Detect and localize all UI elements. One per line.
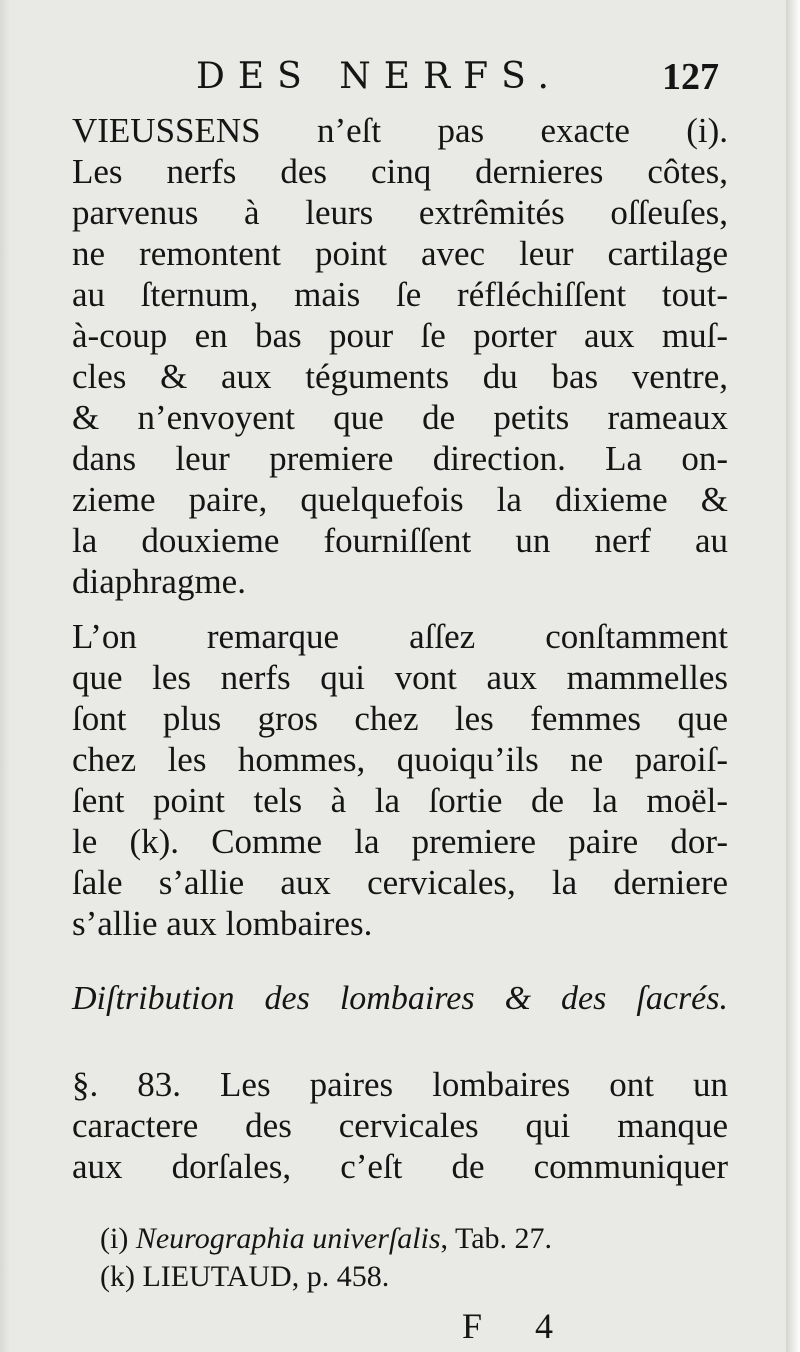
text-line: ſale s’allie aux cervicales, la derniere: [72, 863, 728, 902]
text-line: parvenus à leurs extrêmités oſſeuſes,: [72, 193, 728, 232]
footnotes: [100, 1220, 720, 1296]
text-line: le (k). Comme la premiere paire dor-: [72, 822, 728, 861]
text-line: §. 83. Les paires lombaires ont un: [72, 1065, 728, 1104]
footnote-i: [100, 1220, 720, 1258]
text-line: que les nerfs qui vont aux mammelles: [72, 658, 728, 697]
signature-mark: F 4: [462, 1306, 576, 1346]
footnote-mark: (k): [100, 1260, 135, 1293]
text-line: ſont plus gros chez les femmes que: [72, 699, 728, 738]
running-title: DES NERFS.: [196, 56, 562, 97]
main-text: [72, 110, 728, 944]
paragraph-1: [72, 110, 728, 602]
text-line: Les nerfs des cinq dernieres côtes,: [72, 152, 728, 191]
text-line: la douxieme fourniſſent un nerf au: [72, 521, 728, 560]
text-line: zieme paire, quelquefois la dixieme &: [72, 480, 728, 519]
page-left-shadow: [0, 0, 10, 1352]
text-line: & n’envoyent que de petits rameaux: [72, 398, 728, 437]
text-line: ne remontent point avec leur cartilage: [72, 234, 728, 273]
text-line: aux dorſales, c’eſt de communiquer: [72, 1147, 728, 1186]
text-line: chez les hommes, quoiqu’ils ne paroiſ-: [72, 740, 728, 779]
page-header: [0, 52, 800, 102]
text-line: au ſternum, mais ſe réfléchiſſent tout-: [72, 275, 728, 314]
text-line: L’on remarque aſſez conſtamment: [72, 617, 728, 656]
text-line: VIEUSSENS n’eſt pas exacte (i).: [72, 111, 728, 150]
text-line: cles & aux téguments du bas ventre,: [72, 357, 728, 396]
footnote-reference: , Tab. 27.: [440, 1222, 553, 1255]
footnote-k: [100, 1258, 720, 1296]
section-subheading: Diſtribution des lombaires & des ſacrés.: [72, 980, 728, 1017]
page-number: 127: [662, 56, 719, 98]
footnote-title: Neurographia univerſalis: [135, 1222, 441, 1255]
section-83: [72, 1064, 728, 1187]
page-right-edge: [786, 0, 800, 1352]
text-line: s’allie aux lombaires.: [72, 904, 373, 943]
text-line: à-coup en bas pour ſe porter aux muſ-: [72, 316, 728, 355]
text-line: caractere des cervicales qui manque: [72, 1106, 728, 1145]
text-line: dans leur premiere direction. La on-: [72, 439, 728, 478]
footnote-mark: (i): [100, 1222, 129, 1255]
text-line: diaphragme.: [72, 562, 246, 601]
footnote-text: LIEUTAUD, p. 458.: [142, 1260, 390, 1293]
paragraph-2: [72, 616, 728, 944]
text-line: ſent point tels à la ſortie de la moël-: [72, 781, 728, 820]
